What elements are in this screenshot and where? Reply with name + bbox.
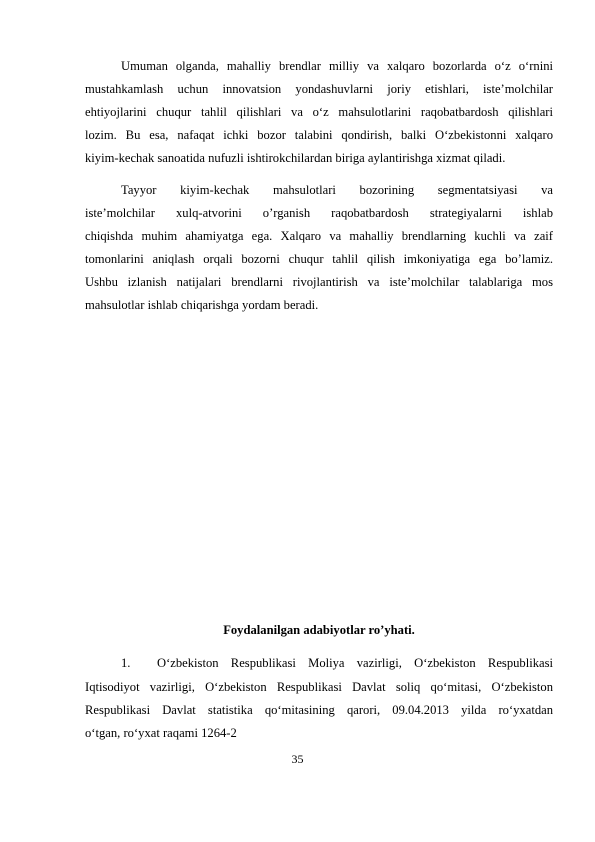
- reference-line: Iqtisodiyot vazirligi, O‘zbekiston Respublikasi Davlat soliq qo‘mitasi, O‘zbekiston: [85, 680, 553, 694]
- reference-line: o‘tgan, ro‘yxat raqami 1264-2: [85, 726, 237, 740]
- paragraph-line: lozim. Bu esa, nafaqat ichki bozor talabini qondirish, balki O‘zbekistonni xalqaro: [85, 128, 553, 142]
- references-heading: Foydalanilgan adabiyotlar ro’yhati.: [223, 623, 415, 637]
- paragraph-line: mahsulotlar ishlab chiqarishga yordam beradi.: [85, 298, 319, 312]
- paragraph-line: Umuman olganda, mahalliy brendlar milliy va xalqaro bozorlarda o‘z o‘rnini: [121, 59, 553, 73]
- reference-number: 1.: [121, 656, 131, 670]
- paragraph-line: tomonlarini aniqlash orqali bozorni chuqur tahlil qilish imkoniyatiga ega bo’lamiz.: [85, 252, 553, 266]
- paragraph-line: Tayyor kiyim-kechak mahsulotlari bozorining segmentatsiyasi va: [121, 183, 553, 197]
- paragraph-line: Ushbu izlanish natijalari brendlarni rivojlantirish va iste’molchilar talablariga mos: [85, 275, 553, 289]
- paragraph-line: ehtiyojlarini chuqur tahlil qilishlari va o‘z mahsulotlarini raqobatbardosh qilishlari: [85, 105, 553, 119]
- paragraph-line: mustahkamlash uchun innovatsion yondashuvlarni joriy etishlari, iste’molchilar: [85, 82, 553, 96]
- reference-line: Respublikasi Davlat statistika qo‘mitasining qarori, 09.04.2013 yilda ro‘yxatdan: [85, 703, 553, 717]
- paragraph-line: chiqishda muhim ahamiyatga ega. Xalqaro va mahalliy brendlarning kuchli va zaif: [85, 229, 553, 243]
- reference-line: O‘zbekiston Respublikasi Moliya vazirligi, O‘zbekiston Respublikasi: [157, 656, 553, 670]
- paragraph-line: iste’molchilar xulq-atvorini o’rganish raqobatbardosh strategiyalarni ishlab: [85, 206, 553, 220]
- paragraph-line: kiyim-kechak sanoatida nufuzli ishtirokchilardan biriga aylantirishga xizmat qiladi.: [85, 151, 506, 165]
- page-number: 35: [291, 752, 304, 766]
